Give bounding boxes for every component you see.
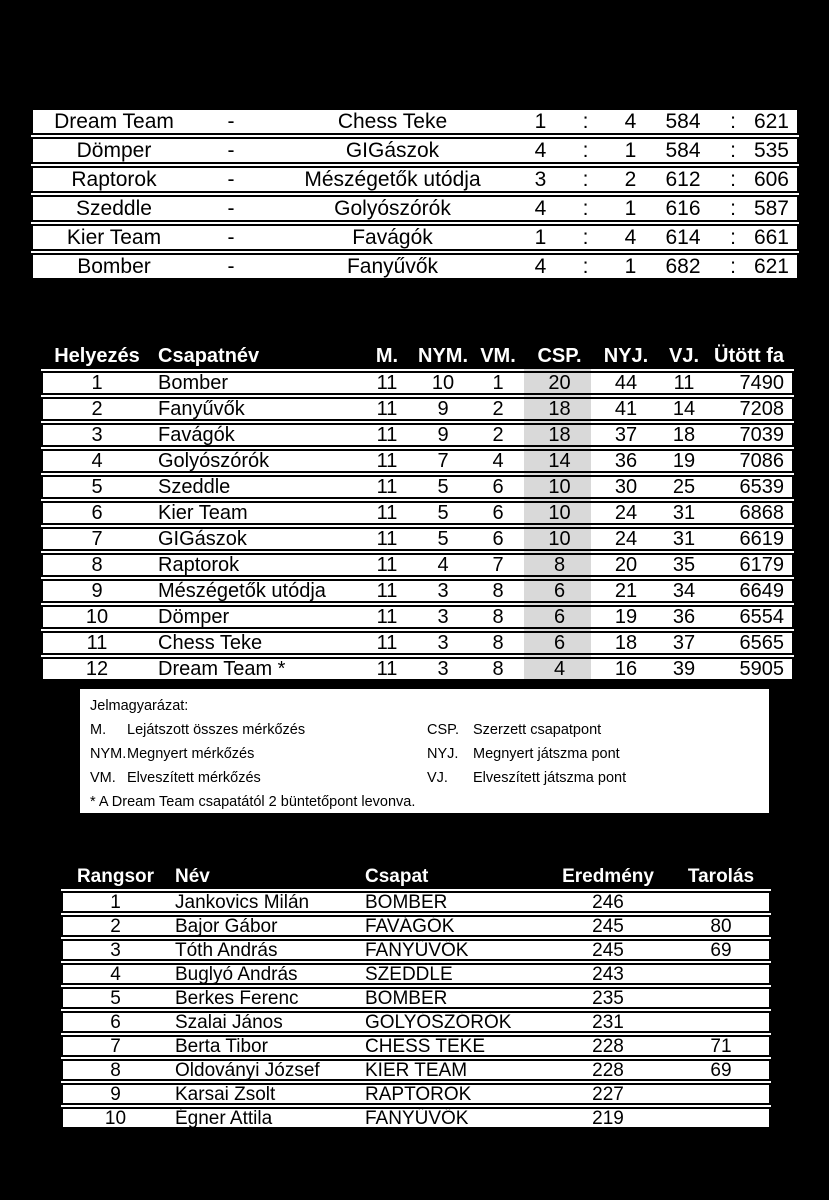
away-pin-score: 621 [753, 110, 789, 133]
legend-abbr: M. [90, 721, 107, 738]
rank-value: 4 [110, 964, 121, 985]
matches-played: 11 [376, 398, 398, 420]
team-points: 10 [548, 476, 571, 498]
header-tarolas: Tarolás [687, 865, 755, 887]
header-csapat: Csapat [365, 865, 429, 887]
matches-lost: 2 [492, 398, 504, 420]
pins-total: 7086 [739, 450, 784, 472]
games-won: 24 [614, 528, 638, 550]
pins-total: 6649 [739, 580, 784, 602]
player-name: Bajor Gábor [175, 916, 278, 937]
match-results-table [30, 107, 800, 281]
team-name: Kier Team [158, 502, 248, 524]
home-pin-score: 682 [665, 255, 701, 278]
match-row [31, 137, 799, 164]
away-team-name: Golyószórók [334, 197, 451, 220]
matches-lost: 6 [492, 502, 504, 524]
standings-row [41, 527, 794, 551]
header-helyezes: Helyezés [54, 344, 140, 367]
home-set-score: 3 [534, 168, 547, 191]
matches-played: 11 [376, 554, 398, 576]
matches-won: 3 [437, 606, 449, 628]
legend-definition: Elveszített mérkőzés [127, 769, 261, 786]
header-m: M. [375, 344, 399, 367]
team-points: 20 [548, 372, 571, 394]
away-set-score: 1 [624, 139, 637, 162]
away-team-name: Favágók [352, 226, 433, 249]
ranking-row [61, 1059, 771, 1081]
rank-value: 1 [91, 372, 103, 394]
set-score-colon: : [582, 255, 589, 278]
header-nym: NYM. [418, 344, 468, 367]
matches-played: 11 [376, 502, 398, 524]
matches-played: 11 [376, 424, 398, 446]
ranking-row [61, 939, 771, 961]
away-pin-score: 535 [753, 139, 789, 162]
games-won: 37 [614, 424, 638, 446]
ranking-row [61, 891, 771, 913]
tarolas-value: 80 [710, 916, 732, 937]
result-value: 228 [592, 1060, 624, 1081]
matches-lost: 6 [492, 528, 504, 550]
ranking-row [61, 1035, 771, 1057]
rank-value: 1 [110, 892, 121, 913]
matches-lost: 8 [492, 658, 504, 680]
rankings-header-row [61, 863, 771, 889]
legend-definition: Szerzett csapatpont [473, 721, 602, 738]
rank-value: 7 [91, 528, 103, 550]
matches-played: 11 [376, 476, 398, 498]
set-score-colon: : [582, 226, 589, 249]
home-team-name: Szeddle [76, 197, 152, 220]
matches-won: 4 [437, 554, 449, 576]
home-team-name: Dream Team [54, 110, 174, 133]
team-name: Dream Team * [158, 658, 286, 680]
pin-score-colon: : [730, 226, 736, 249]
pins-total: 6868 [739, 502, 784, 524]
match-row [31, 166, 799, 193]
matches-played: 11 [376, 658, 398, 680]
set-score-colon: : [582, 139, 589, 162]
rank-value: 3 [110, 940, 121, 961]
games-won: 20 [614, 554, 638, 576]
rank-value: 8 [110, 1060, 121, 1081]
player-team: BOMBER [365, 988, 448, 1009]
standings-row [41, 657, 794, 681]
home-pin-score: 612 [665, 168, 701, 191]
vs-dash: - [227, 168, 235, 191]
tarolas-value: 69 [710, 1060, 732, 1081]
home-team-name: Raptorok [71, 168, 157, 191]
pin-score-colon: : [730, 139, 736, 162]
legend-definition: Megnyert játszma pont [473, 745, 620, 762]
rank-value: 10 [85, 606, 109, 628]
header-nev: Név [175, 865, 210, 887]
matches-played: 11 [376, 528, 398, 550]
team-points: 8 [553, 554, 566, 576]
player-name: Karsai Zsolt [175, 1084, 276, 1105]
match-row [31, 253, 799, 280]
player-team: FANYŰVŐK [365, 940, 469, 961]
rank-value: 8 [91, 554, 103, 576]
matches-won: 9 [437, 424, 449, 446]
team-name: Golyószórók [158, 450, 270, 472]
home-set-score: 4 [534, 197, 547, 220]
standings-row [41, 501, 794, 525]
games-won: 21 [614, 580, 638, 602]
home-team-name: Bomber [77, 255, 151, 278]
rank-value: 7 [110, 1036, 121, 1057]
matches-won: 3 [437, 632, 449, 654]
standings-row [41, 631, 794, 655]
games-lost: 31 [672, 502, 696, 524]
player-team: BOMBER [365, 892, 448, 913]
rank-value: 11 [86, 632, 108, 654]
games-won: 16 [614, 658, 638, 680]
home-set-score: 1 [534, 226, 547, 249]
header-nyj: NYJ. [603, 344, 649, 367]
header-eredmeny: Eredmény [562, 865, 654, 887]
standings-table [40, 341, 795, 682]
team-name: Szeddle [158, 476, 231, 498]
vs-dash: - [227, 110, 235, 133]
games-lost: 37 [672, 632, 696, 654]
games-lost: 25 [672, 476, 696, 498]
matches-won: 5 [437, 528, 449, 550]
games-lost: 11 [673, 372, 695, 394]
games-lost: 31 [672, 528, 696, 550]
team-points: 18 [548, 424, 571, 446]
rank-value: 2 [110, 916, 121, 937]
rank-value: 5 [110, 988, 121, 1009]
pins-total: 7208 [739, 398, 784, 420]
player-team: GOLYÓSZÓRÓK [365, 1012, 512, 1033]
games-won: 30 [614, 476, 638, 498]
vs-dash: - [227, 226, 235, 249]
legend-definition: Megnyert mérkőzés [127, 745, 255, 762]
header-vj: VJ. [668, 344, 700, 367]
team-name: Mészégetők utódja [158, 580, 326, 602]
individual-rankings-table [60, 862, 772, 1130]
team-points: 18 [548, 398, 571, 420]
team-name: Raptorok [158, 554, 240, 576]
team-points: 6 [553, 632, 566, 654]
away-set-score: 2 [624, 168, 637, 191]
player-name: Berta Tibor [175, 1036, 268, 1057]
matches-lost: 8 [492, 580, 504, 602]
team-points: 6 [553, 580, 566, 602]
matches-won: 7 [437, 450, 449, 472]
standings-row [41, 371, 794, 395]
home-team-name: Dömper [76, 139, 152, 162]
pins-total: 6179 [739, 554, 784, 576]
matches-won: 9 [437, 398, 449, 420]
player-name: Oldoványi József [175, 1060, 320, 1081]
matches-won: 10 [431, 372, 455, 394]
games-lost: 36 [672, 606, 696, 628]
vs-dash: - [227, 197, 235, 220]
legend-definition: Lejátszott összes mérkőzés [127, 721, 306, 738]
rank-value: 9 [91, 580, 103, 602]
away-set-score: 1 [624, 197, 637, 220]
team-name: Fanyűvők [158, 398, 245, 420]
matches-lost: 8 [492, 632, 504, 654]
standings-row [41, 397, 794, 421]
away-set-score: 1 [624, 255, 637, 278]
home-set-score: 1 [534, 110, 547, 133]
ranking-row [61, 915, 771, 937]
ranking-row [61, 1011, 771, 1033]
matches-lost: 4 [492, 450, 504, 472]
player-name: Tóth András [175, 940, 278, 961]
tarolas-value: 69 [710, 940, 732, 961]
team-points: 10 [548, 502, 571, 524]
legend-box [78, 687, 771, 815]
matches-won: 3 [437, 658, 449, 680]
matches-lost: 8 [492, 606, 504, 628]
set-score-colon: : [582, 110, 589, 133]
header-rangsor: Rangsor [76, 865, 155, 887]
pins-total: 5905 [739, 658, 784, 680]
player-name: Égner Attila [175, 1108, 273, 1129]
player-name: Jankovics Milán [175, 892, 310, 913]
away-set-score: 4 [624, 226, 637, 249]
set-score-colon: : [582, 168, 589, 191]
standings-row [41, 553, 794, 577]
games-won: 18 [614, 632, 638, 654]
games-lost: 34 [672, 580, 696, 602]
ranking-row [61, 1107, 771, 1129]
rank-value: 6 [91, 502, 103, 524]
home-pin-score: 616 [665, 197, 701, 220]
player-team: CHESS TEKE [365, 1036, 486, 1057]
home-set-score: 4 [534, 139, 547, 162]
rank-value: 4 [91, 450, 103, 472]
standings-row [41, 579, 794, 603]
away-pin-score: 606 [753, 168, 789, 191]
legend-abbr: NYJ. [427, 745, 459, 762]
games-lost: 19 [672, 450, 696, 472]
rank-value: 9 [110, 1084, 121, 1105]
games-lost: 14 [672, 398, 696, 420]
team-points: 10 [548, 528, 571, 550]
matches-played: 11 [376, 632, 398, 654]
pins-total: 6554 [739, 606, 784, 628]
games-lost: 18 [672, 424, 696, 446]
match-row [31, 224, 799, 251]
rank-value: 12 [85, 658, 109, 680]
set-score-colon: : [582, 197, 589, 220]
away-team-name: GIGászok [345, 139, 440, 162]
standings-header-row [41, 342, 794, 369]
home-pin-score: 614 [665, 226, 701, 249]
legend-item [90, 718, 759, 742]
result-value: 245 [592, 940, 624, 961]
games-won: 44 [614, 372, 638, 394]
player-name: Buglyó András [175, 964, 298, 985]
pins-total: 7490 [739, 372, 784, 394]
away-team-name: Fanyűvők [346, 255, 439, 278]
pin-score-colon: : [730, 168, 736, 191]
games-won: 24 [614, 502, 638, 524]
result-value: 219 [592, 1108, 624, 1129]
pins-total: 6619 [739, 528, 784, 550]
pin-score-colon: : [730, 197, 736, 220]
match-row [31, 108, 799, 135]
player-team: FANYŰVŐK [365, 1108, 469, 1129]
away-pin-score: 621 [753, 255, 789, 278]
legend-abbr: CSP. [427, 721, 459, 738]
ranking-row [61, 963, 771, 985]
matches-lost: 1 [492, 372, 504, 394]
legend-item [90, 766, 759, 790]
rank-value: 10 [104, 1108, 127, 1129]
team-name: Chess Teke [158, 632, 263, 654]
away-team-name: Chess Teke [337, 110, 448, 133]
result-value: 246 [592, 892, 624, 913]
home-set-score: 4 [534, 255, 547, 278]
player-team: SZEDDLE [365, 964, 453, 985]
player-team: KIER TEAM [365, 1060, 468, 1081]
home-pin-score: 584 [665, 110, 701, 133]
pins-total: 7039 [739, 424, 784, 446]
ranking-row [61, 987, 771, 1009]
team-points: 6 [553, 606, 566, 628]
standings-row [41, 605, 794, 629]
matches-played: 11 [376, 450, 398, 472]
games-won: 19 [614, 606, 638, 628]
away-pin-score: 661 [753, 226, 789, 249]
team-points: 4 [553, 658, 566, 680]
result-value: 227 [592, 1084, 624, 1105]
result-value: 231 [592, 1012, 624, 1033]
pins-total: 6539 [739, 476, 784, 498]
team-name: Dömper [158, 606, 230, 628]
matches-won: 3 [437, 580, 449, 602]
tarolas-value: 71 [710, 1036, 732, 1057]
vs-dash: - [227, 139, 235, 162]
standings-row [41, 475, 794, 499]
matches-played: 11 [376, 372, 398, 394]
result-value: 245 [592, 916, 624, 937]
games-lost: 35 [672, 554, 696, 576]
pin-score-colon: : [730, 110, 736, 133]
matches-played: 11 [376, 580, 398, 602]
result-value: 235 [592, 988, 624, 1009]
result-value: 228 [592, 1036, 624, 1057]
legend-abbr: VJ. [427, 769, 448, 786]
header-vm: VM. [480, 344, 516, 367]
legend-abbr: NYM. [90, 745, 127, 762]
rank-value: 3 [91, 424, 103, 446]
legend-title: Jelmagyarázat: [90, 698, 189, 714]
matches-played: 11 [376, 606, 398, 628]
header-csp: CSP. [537, 344, 582, 367]
games-won: 36 [614, 450, 638, 472]
standings-row [41, 449, 794, 473]
games-won: 41 [614, 398, 638, 420]
home-team-name: Kier Team [66, 226, 162, 249]
rank-value: 6 [110, 1012, 121, 1033]
rank-value: 2 [91, 398, 103, 420]
match-row [31, 195, 799, 222]
result-value: 243 [592, 964, 624, 985]
away-team-name: Mészégetők utódja [304, 168, 481, 191]
legend-item [90, 742, 759, 766]
away-pin-score: 587 [753, 197, 789, 220]
home-pin-score: 584 [665, 139, 701, 162]
player-name: Szalai János [175, 1012, 283, 1033]
vs-dash: - [227, 255, 235, 278]
header-csapatnev: Csapatnév [158, 344, 260, 367]
team-name: GIGászok [158, 528, 247, 550]
matches-won: 5 [437, 476, 449, 498]
team-name: Favágók [158, 424, 235, 446]
pin-score-colon: : [730, 255, 736, 278]
rank-value: 5 [91, 476, 103, 498]
legend-definition: Elveszített játszma pont [473, 769, 627, 786]
pins-total: 6565 [739, 632, 784, 654]
ranking-row [61, 1083, 771, 1105]
team-name: Bomber [158, 372, 229, 394]
legend-abbr: VM. [90, 769, 116, 786]
legend-footnote: * A Dream Team csapatától 2 büntetőpont levonva. [90, 794, 416, 810]
away-set-score: 4 [624, 110, 637, 133]
player-team: RAPTOROK [365, 1084, 472, 1105]
header-utott-fa: Ütött fa [714, 344, 784, 367]
standings-row [41, 423, 794, 447]
player-team: FAVÁGÓK [365, 916, 455, 937]
matches-won: 5 [437, 502, 449, 524]
matches-lost: 6 [492, 476, 504, 498]
player-name: Berkes Ferenc [175, 988, 299, 1009]
games-lost: 39 [672, 658, 696, 680]
team-points: 14 [548, 450, 571, 472]
matches-lost: 2 [492, 424, 504, 446]
matches-lost: 7 [492, 554, 504, 576]
